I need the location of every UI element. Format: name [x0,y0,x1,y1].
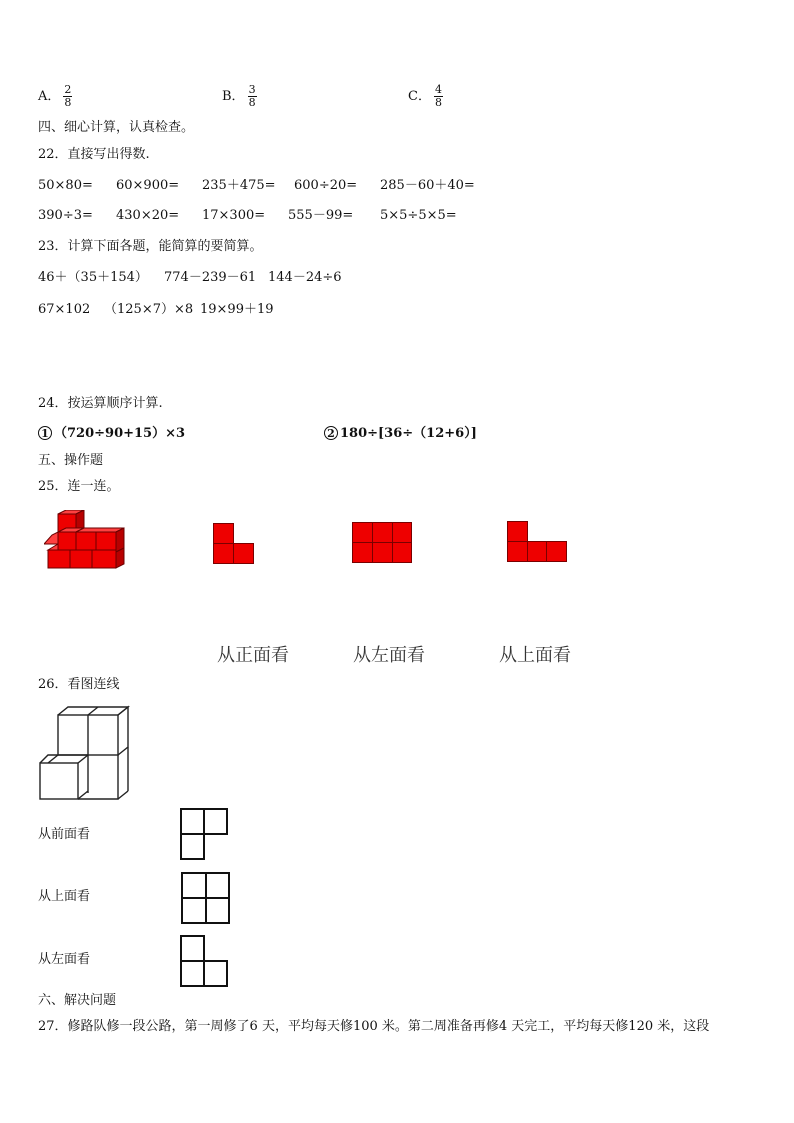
q23-r1-c2: 774－239－61 [164,270,257,285]
q22-r2-c3: 17×300= [202,208,266,223]
grid-square [205,897,230,924]
red-square [213,543,234,564]
q22-title: 22．直接写出得数. [38,147,150,162]
label-top: 从上面看 [38,889,91,904]
red-square [546,541,567,562]
numerator: 4 [434,83,442,96]
option-b [222,84,257,109]
red-square [507,521,528,542]
label-left-view: 从左面看 [353,645,425,666]
red-square [233,543,254,564]
grid-square [203,960,228,987]
fraction [248,84,257,109]
fraction [434,84,443,109]
q22-r1-c2: 60×900= [116,178,180,193]
red-square [372,522,393,543]
label-top-view: 从上面看 [499,645,571,666]
denominator: 8 [64,96,72,109]
q26-title: 26．看图连线 [38,677,120,692]
q24-item-1 [38,426,185,442]
label-front-view: 从正面看 [217,645,289,666]
grid-square [180,808,205,835]
q22-r2-c2: 430×20= [116,208,180,223]
q22-r1-c3: 235＋475= [202,178,276,193]
numerator: 3 [248,83,256,96]
red-square [507,541,528,562]
label-front: 从前面看 [38,827,91,842]
grid-square [180,960,205,987]
red-square [352,522,373,543]
red-square [372,542,393,563]
q22-r1-c1: 50×80= [38,178,93,193]
q24-title: 24．按运算顺序计算. [38,396,163,411]
cube-stack-3d [44,510,128,572]
q23-r2-c3: 19×99＋19 [200,302,274,317]
grid-square [203,808,228,835]
q23-title: 23．计算下面各题，能简算的要简算。 [38,239,263,254]
red-square [213,523,234,544]
numerator: 2 [64,83,72,96]
circled-number: 1 [38,426,52,440]
q23-r2-c1: 67×102 [38,302,91,317]
option-c [408,84,443,109]
q22-r1-c5: 285－60＋40= [380,178,475,193]
red-square [352,542,373,563]
q25-title: 25．连一连。 [38,479,120,494]
red-square [392,542,412,563]
grid-square [181,897,207,924]
section-5-heading: 五、操作题 [38,453,104,468]
section-4-heading: 四、细心计算，认真检查。 [38,120,195,135]
q24-item-2-text: 180÷[36÷（12+6）] [340,426,477,441]
label-left: 从左面看 [38,952,91,967]
grid-square [181,872,207,899]
q23-r1-c3: 144－24÷6 [268,270,342,285]
q22-r2-c1: 390÷3= [38,208,93,223]
option-letter: B． [222,89,245,104]
q27-text: 27．修路队修一段公路，第一周修了6 天，平均每天修100 米。第二周准备再修4 天完工，平均每天修120 米，这段 [38,1019,710,1034]
option-letter: C． [408,89,431,104]
denominator: 8 [434,96,442,109]
grid-square [180,833,205,860]
q22-r2-c4: 555－99= [288,208,354,223]
q22-r2-c5: 5×5÷5×5= [380,208,457,223]
q22-r1-c4: 600÷20= [294,178,358,193]
q23-r2-c2: （125×7）×8 [104,302,194,317]
denominator: 8 [248,96,256,109]
grid-square [180,935,205,962]
circled-number: 2 [324,426,338,440]
option-a [38,84,72,109]
grid-square [205,872,230,899]
red-square [392,522,412,543]
q24-item-2 [324,426,477,442]
q23-r1-c1: 46＋（35＋154） [38,270,148,285]
cube-drawing-3d [38,703,132,801]
q24-item-1-text: （720÷90+15）×3 [54,426,186,441]
fraction [63,84,72,109]
red-square [527,541,547,562]
option-letter: A． [38,89,61,104]
section-6-heading: 六、解决问题 [38,993,117,1008]
